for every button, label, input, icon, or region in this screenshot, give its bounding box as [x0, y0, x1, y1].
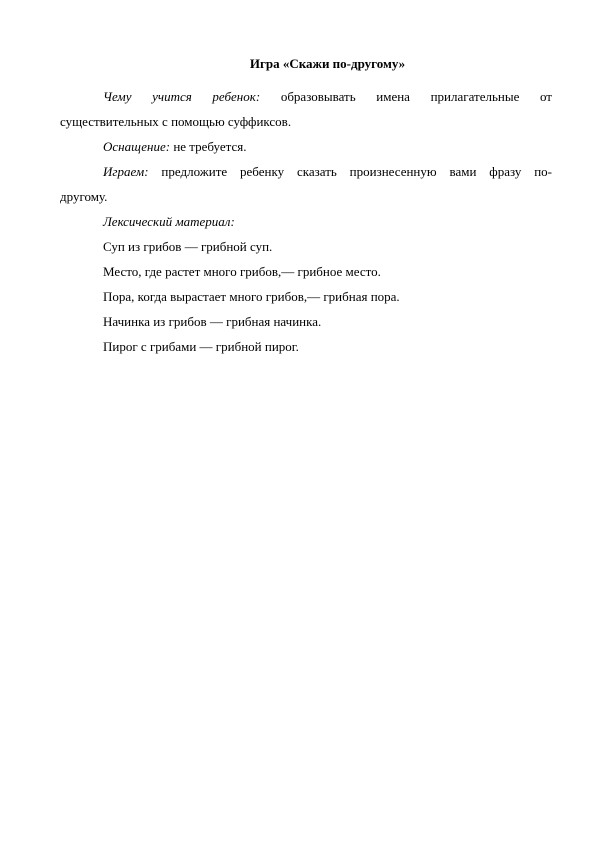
play-label: Играем:: [103, 164, 149, 179]
play-text-line-2: другому.: [60, 189, 108, 204]
example-line: Место, где растет много грибов,— грибное место.: [103, 264, 381, 279]
equipment-label: Оснащение:: [103, 139, 171, 154]
goal-label: Чему учится ребенок:: [103, 89, 261, 104]
example-line: Начинка из грибов — грибная начинка.: [103, 314, 322, 329]
play-line-1: [103, 159, 552, 184]
goal-text-line-1: образовывать имена прилагательные от: [280, 89, 552, 104]
equipment-text: не требуется.: [173, 139, 247, 154]
equipment-paragraph: [103, 134, 552, 159]
lexical-label: Лексический материал:: [103, 214, 235, 229]
lexical-heading: [103, 209, 552, 234]
document-page: [60, 56, 552, 359]
document-title: Игра «Скажи по-другому»: [249, 56, 406, 71]
play-text-line-1: предложите ребенку сказать произнесенную вами фразу по-: [161, 164, 552, 179]
example-line: Пора, когда вырастает много грибов,— грибная пора.: [103, 289, 400, 304]
example-line: Пирог с грибами — грибной пирог.: [103, 339, 299, 354]
goal-text-line-2: существительных с помощью суффиксов.: [60, 114, 292, 129]
example-line: Суп из грибов — грибной суп.: [103, 239, 273, 254]
goal-line-1: [103, 84, 552, 109]
play-line-2: [60, 184, 552, 209]
goal-line-2: [60, 109, 552, 134]
